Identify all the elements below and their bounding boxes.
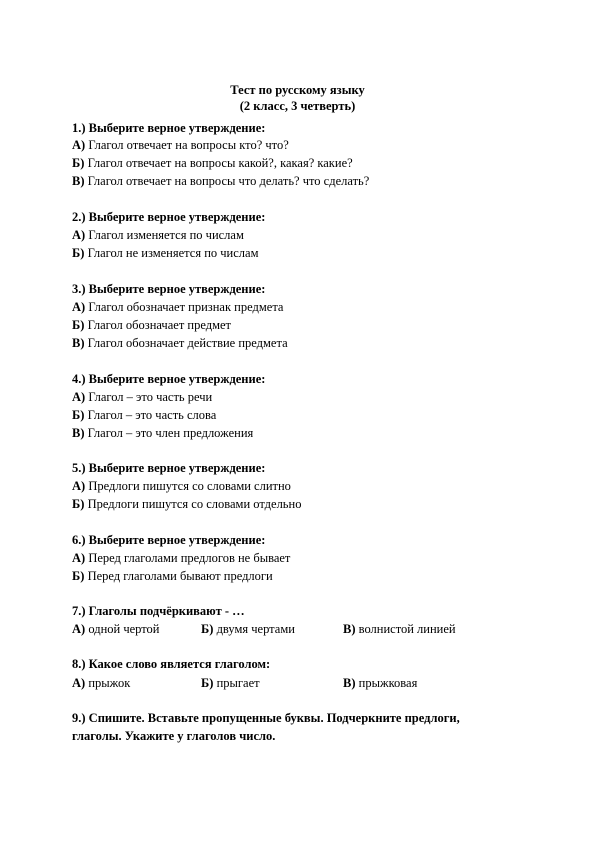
question-6-option-a [72,551,290,566]
question-2: 2.) Выберите верное утверждение: [72,210,266,224]
option-text: прыжок [85,676,131,690]
option-letter: В) [72,336,85,350]
option-letter: Б) [72,156,85,170]
question-4: 4.) Выберите верное утверждение: [72,372,266,386]
option-letter: А) [72,479,86,493]
option-letter: Б) [201,676,214,690]
option-letter: Б) [72,246,85,260]
option-text: Глагол обозначает действие предмета [84,336,288,350]
option-text: Глагол обозначает признак предмета [85,300,284,314]
option-text: Глагол обозначает предмет [84,318,232,332]
option-letter: Б) [72,497,85,511]
question-9: 9.) Спишите. Вставьте пропущенные буквы. Подчеркните предлоги, [72,711,460,725]
question-8-option-b [201,676,260,691]
option-letter: Б) [72,408,85,422]
option-text: Глагол – это часть речи [85,390,213,404]
question-7-option-b [201,622,295,637]
option-text: Глагол изменяется по числам [85,228,244,242]
question-1-option-b [72,156,353,171]
question-8-option-a [72,676,130,691]
option-text: Глагол отвечает на вопросы кто? что? [85,138,289,152]
option-letter: В) [343,622,356,636]
option-text: прыгает [213,676,260,690]
option-letter: А) [72,390,86,404]
option-letter: А) [72,300,86,314]
option-text: Глагол отвечает на вопросы что делать? что сделать? [84,174,370,188]
question-5-option-b [72,497,301,512]
option-letter: А) [72,622,86,636]
question-1-option-c [72,174,369,189]
option-letter: Б) [72,569,85,583]
option-letter: В) [72,426,85,440]
option-text: волнистой линией [355,622,456,636]
option-letter: Б) [72,318,85,332]
question-8-options [72,676,532,691]
option-text: Перед глаголами бывают предлоги [84,569,273,583]
option-text: Глагол отвечает на вопросы какой?, какая? какие? [84,156,353,170]
question-9-continued: глаголы. Укажите у глаголов число. [72,729,276,743]
question-2-option-a [72,228,244,243]
question-6-option-b [72,569,273,584]
option-letter: В) [343,676,356,690]
question-4-option-a [72,390,212,405]
option-text: Предлоги пишутся со словами слитно [85,479,291,493]
option-letter: А) [72,676,86,690]
question-3: 3.) Выберите верное утверждение: [72,282,266,296]
question-2-option-b [72,246,258,261]
question-7: 7.) Глаголы подчёркивают - … [72,604,245,618]
option-letter: В) [72,174,85,188]
question-3-option-c [72,336,288,351]
option-text: Перед глаголами предлогов не бывает [85,551,291,565]
question-1-option-a [72,138,289,153]
question-5-option-a [72,479,291,494]
option-text: Глагол – это член предложения [84,426,254,440]
question-7-option-a [72,622,160,637]
question-7-options [72,622,532,637]
question-3-option-b [72,318,231,333]
question-7-option-c [343,622,456,637]
question-5: 5.) Выберите верное утверждение: [72,461,266,475]
option-letter: А) [72,138,86,152]
question-4-option-b [72,408,216,423]
option-text: Глагол не изменяется по числам [84,246,259,260]
option-text: одной чертой [85,622,160,636]
page-title: Тест по русскому языку [230,83,365,97]
option-text: Предлоги пишутся со словами отдельно [84,497,302,511]
option-text: прыжковая [355,676,418,690]
option-text: Глагол – это часть слова [84,408,217,422]
question-1: 1.) Выберите верное утверждение: [72,121,266,135]
option-text: двумя чертами [213,622,295,636]
question-3-option-a [72,300,283,315]
option-letter: А) [72,551,86,565]
option-letter: Б) [201,622,214,636]
page-subtitle: (2 класс, 3 четверть) [239,99,356,113]
question-6: 6.) Выберите верное утверждение: [72,533,266,547]
option-letter: А) [72,228,86,242]
question-8-option-c [343,676,417,691]
question-4-option-c [72,426,253,441]
question-8: 8.) Какое слово является глаголом: [72,657,271,671]
